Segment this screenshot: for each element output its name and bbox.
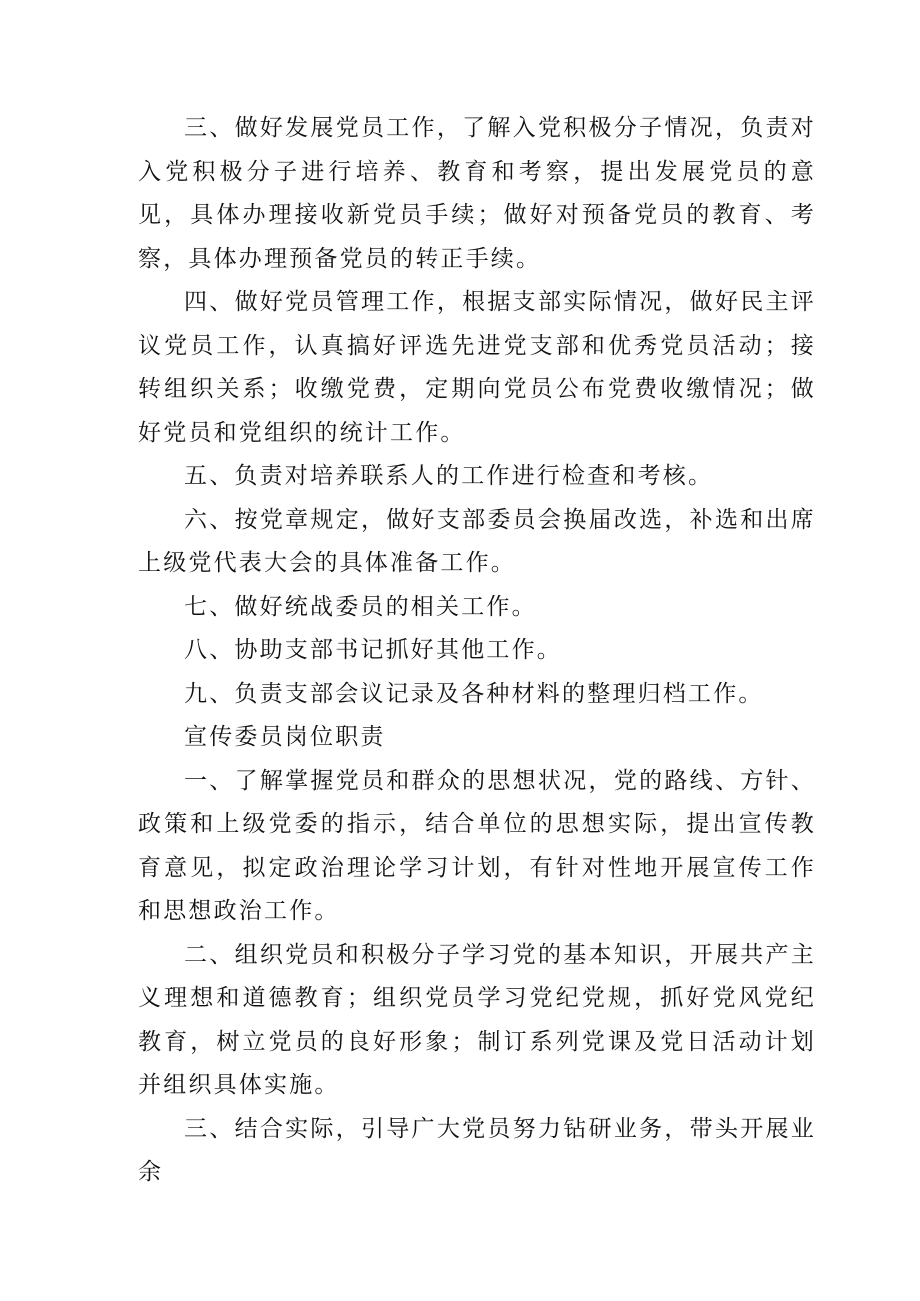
- section-heading-propaganda: 宣传委员岗位职责: [184, 724, 386, 750]
- paragraph-propaganda-item-1: 一、了解掌握党员和群众的思想状况，党的路线、方针、政策和上级党委的指示，结合单位的思想实际，提出宣传教育意见，拟定政治理论学习计划，有针对性地开展宣传工作和思想政治工作。: [138, 767, 816, 924]
- paragraph-item-6-election: 六、按党章规定，做好支部委员会换届改选，补选和出席上级党代表大会的具体准备工作。: [138, 506, 816, 576]
- paragraph-item-9-records: 九、负责支部会议记录及各种材料的整理归档工作。: [184, 680, 764, 707]
- paragraph-propaganda-item-2: 二、组织党员和积极分子学习党的基本知识，开展共产主义理想和道德教育；组织党员学习党纪党规，抓好党风党纪教育，树立党员的良好形象；制订系列党课及党日活动计划并组织具体实施。: [138, 941, 816, 1098]
- paragraph-item-7-united-front: 七、做好统战委员的相关工作。: [184, 593, 537, 620]
- paragraph-propaganda-item-3: 三、结合实际，引导广大党员努力钻研业务，带头开展业余: [138, 1115, 816, 1185]
- paragraph-item-8-assist: 八、协助支部书记抓好其他工作。: [184, 637, 562, 663]
- paragraph-item-4-management: 四、做好党员管理工作，根据支部实际情况，做好民主评议党员工作，认真搞好评选先进党支部和优秀党员活动；接转组织关系；收缴党费，定期向党员公布党费收缴情况；做好党员和党组织的统计工作。: [138, 289, 816, 446]
- paragraph-item-5-inspection: 五、负责对培养联系人的工作进行检查和考核。: [184, 463, 714, 489]
- paragraph-item-3-development: 三、做好发展党员工作，了解入党积极分子情况，负责对入党积极分子进行培养、教育和考察，提出发展党员的意见，具体办理接收新党员手续；做好对预备党员的教育、考察，具体办理预备党员的转正手续。: [138, 115, 816, 272]
